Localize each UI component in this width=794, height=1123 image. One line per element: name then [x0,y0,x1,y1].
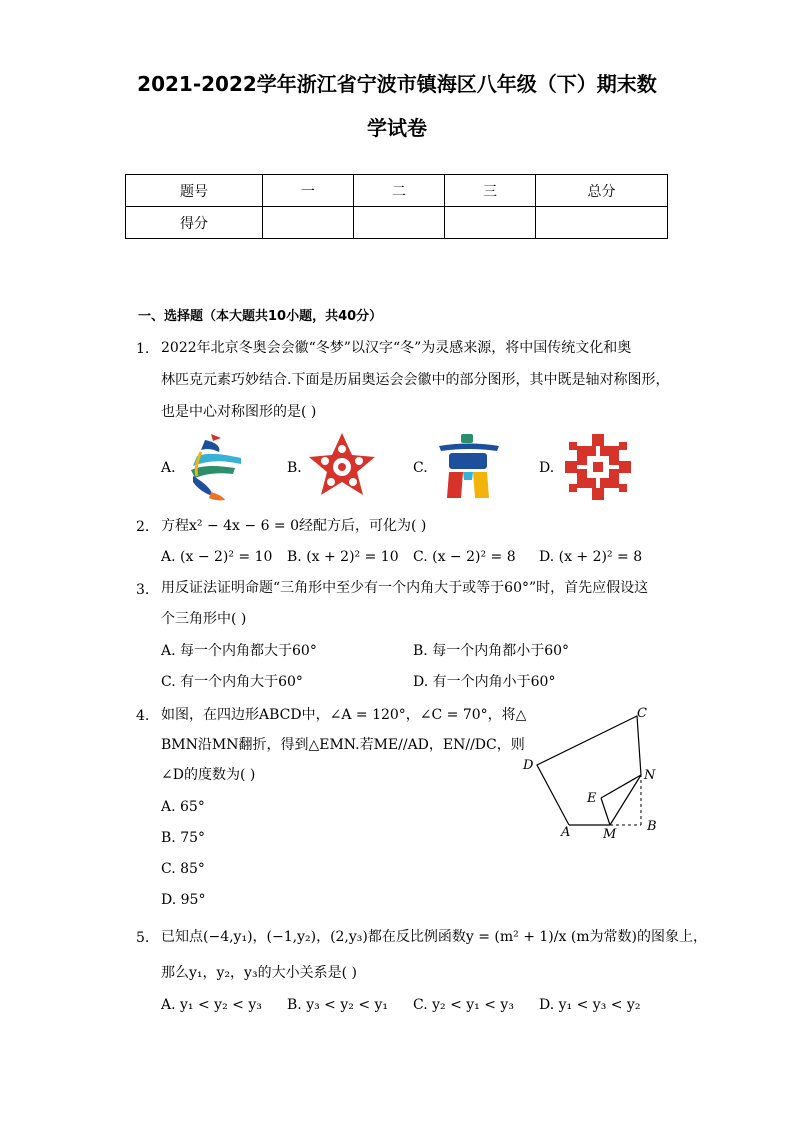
olympic-emblem-a-icon [183,432,247,504]
figure-edge-me [601,798,610,825]
olympic-emblem-c-icon [436,432,502,502]
score-input-cell[interactable] [536,207,668,239]
question-text: 2022年北京冬奥会会徽“冬梦”以汉字“冬”为灵感来源，将中国传统文化和奥 [161,340,632,356]
option-label[interactable]: C. (x − 2)² = 8 [413,549,516,565]
score-input-cell[interactable] [354,207,445,239]
option-label[interactable]: C. 有一个内角大于60° [161,674,303,690]
score-header-cell: 总分 [536,175,668,207]
option-label[interactable]: D. (x + 2)² = 8 [539,549,643,565]
question-text: 如图，在四边形ABCD中，∠A = 120°，∠C = 70°，将△ [161,707,527,723]
score-table-score-row [126,207,668,239]
question-number: 1. [136,341,150,357]
option-label[interactable]: A. 每一个内角都大于60° [161,643,317,659]
question-text: 个三角形中( ) [161,611,247,627]
option-label[interactable]: C. [413,460,428,476]
question-text: 林匹克元素巧妙结合.下面是历届奥运会会徽中的部分图形，其中既是轴对称图形， [161,372,670,388]
figure-label-n: N [644,768,656,783]
option-label[interactable]: A. y₁ < y₂ < y₃ [161,997,262,1013]
question-number: 2. [136,519,150,535]
question-number: 3. [136,582,150,598]
figure-label-b: B [647,819,657,834]
score-table-header-row [126,175,668,207]
page-title: 2021-2022学年浙江省宁波市镇海区八年级（下）期末数 [137,72,657,96]
score-header-cell: 三 [445,175,536,207]
olympic-emblem-d-icon [563,432,633,502]
score-input-cell[interactable] [263,207,354,239]
option-label[interactable]: B. y₃ < y₂ < y₁ [287,997,389,1013]
score-header-cell: 二 [354,175,445,207]
score-input-cell[interactable] [445,207,536,239]
option-label[interactable]: B. (x + 2)² = 10 [287,549,399,565]
figure-label-m: M [603,827,617,842]
option-label[interactable]: B. 75° [161,830,206,846]
option-label[interactable]: D. 95° [161,892,206,908]
question-text: 已知点(−4,y₁)，(−1,y₂)，(2,y₃)都在反比例函数y = (m² + 1)/x (m为常数)的图象上， [161,929,708,945]
option-label[interactable]: A. 65° [161,799,205,815]
page-title-cont: 学试卷 [367,116,427,140]
score-header-cell: 题号 [126,175,263,207]
option-label[interactable]: A. [161,460,176,476]
option-label[interactable]: D. y₁ < y₃ < y₂ [539,997,641,1013]
option-label[interactable]: A. (x − 2)² = 10 [161,549,273,565]
figure-label-a: A [561,825,571,840]
option-label[interactable]: D. [539,460,555,476]
question-text: 那么y₁，y₂，y₃的大小关系是( ) [161,965,357,981]
quadrilateral-figure [515,700,665,845]
question-text: ∠D的度数为( ) [161,767,256,783]
figure-edge-en [601,775,641,798]
figure-fold-mn [610,775,641,825]
option-label[interactable]: B. [287,460,302,476]
question-text: 也是中心对称图形的是( ) [161,404,317,420]
option-label[interactable]: D. 有一个内角小于60° [413,674,556,690]
question-number: 5. [136,930,150,946]
question-text: 方程x² − 4x − 6 = 0经配方后，可化为( ) [161,518,427,534]
question-text: BMN沿MN翻折，得到△EMN.若ME//AD，EN//DC，则 [161,737,525,753]
figure-label-c: C [637,706,647,721]
figure-label-e: E [587,791,597,806]
option-label[interactable]: C. y₂ < y₁ < y₃ [413,997,514,1013]
figure-edges [537,716,641,825]
figure-label-d: D [523,758,534,773]
olympic-emblem-b-icon [307,432,377,502]
score-table [125,174,668,239]
score-header-cell: 一 [263,175,354,207]
score-row-label: 得分 [126,207,263,239]
question-text: 用反证法证明命题“三角形中至少有一个内角大于或等于60°”时，首先应假设这 [161,580,649,596]
question-number: 4. [136,708,150,724]
option-label[interactable]: B. 每一个内角都小于60° [413,643,570,659]
section-heading: 一、选择题（本大题共10小题，共40分） [138,309,383,324]
option-label[interactable]: C. 85° [161,861,205,877]
